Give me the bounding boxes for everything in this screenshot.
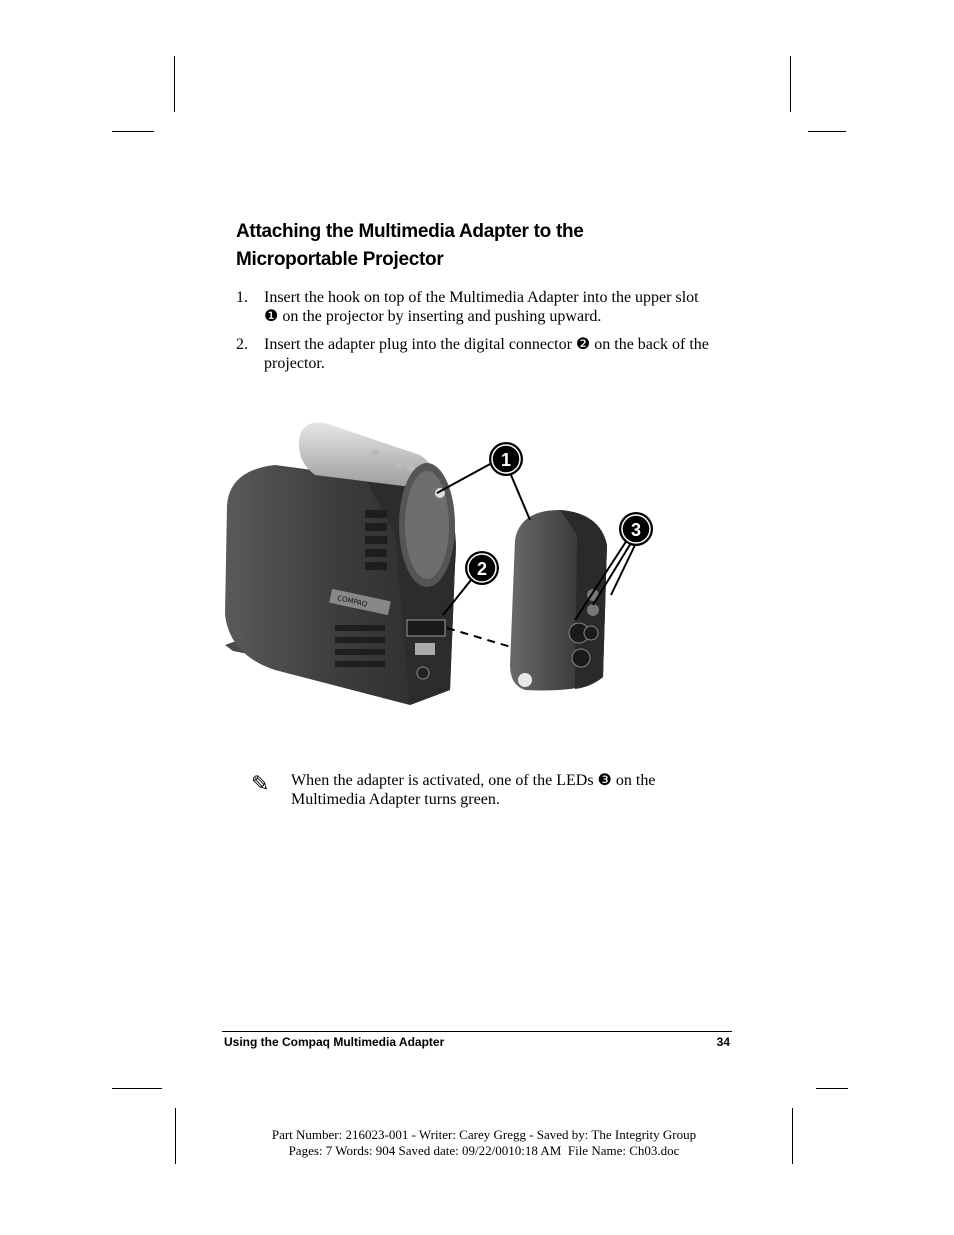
callout-2 <box>465 551 499 585</box>
footer-title: Using the Compaq Multimedia Adapter <box>224 1035 445 1049</box>
pencil-note-icon: ✎ <box>251 772 270 797</box>
step-text-part: on the projector by inserting and pushing upward. <box>278 308 602 325</box>
step-number: 2. <box>236 336 248 353</box>
connection-dashed-line <box>447 628 511 647</box>
step-text-part: Insert the hook on top of the Multimedia Adapter into the upper slot <box>264 289 699 306</box>
document-meta <box>200 1127 768 1159</box>
projector-body <box>225 423 456 706</box>
step-2 <box>236 335 716 373</box>
step-1 <box>236 288 716 326</box>
callout-marker-3: ❸ <box>597 772 612 789</box>
step-text-part: Insert the adapter plug into the digital connector <box>264 336 576 353</box>
callout-3 <box>619 512 653 546</box>
callout-2-label: 2 <box>476 559 488 579</box>
step-text <box>264 335 716 373</box>
step-text <box>264 288 716 326</box>
callout-marker-2: ❷ <box>575 336 591 353</box>
crop-mark-bottom-right-horizontal <box>816 1088 848 1089</box>
crop-mark-top-left-horizontal <box>112 131 154 132</box>
footer-rule <box>222 1031 732 1032</box>
multimedia-adapter <box>510 510 607 690</box>
document-meta-line-1: Part Number: 216023-001 - Writer: Carey Gregg - Saved by: The Integrity Group <box>271 1127 697 1142</box>
page-number: 34 <box>716 1035 730 1049</box>
note-text-part: on the Multimedia Adapter turns green. <box>291 772 656 808</box>
projector-adapter-illustration <box>215 415 665 715</box>
compaq-logo: COMPAQ <box>336 594 368 609</box>
note-text-part: When the adapter is activated, one of the LEDs <box>291 772 598 789</box>
crop-mark-top-left-vertical <box>174 56 175 112</box>
crop-mark-bottom-right-vertical <box>792 1108 793 1164</box>
crop-mark-top-right-vertical <box>790 56 791 112</box>
crop-mark-bottom-left-vertical <box>175 1108 176 1164</box>
document-meta-line-2: Pages: 7 Words: 904 Saved date: 09/22/0010:18 AM File Name: Ch03.doc <box>288 1143 680 1158</box>
note-text <box>291 771 671 809</box>
step-number: 1. <box>236 289 248 306</box>
step-text-part: on the back of the projector. <box>264 336 709 372</box>
section-heading <box>236 218 716 274</box>
callout-marker-1: ❶ <box>264 308 279 325</box>
section-heading-line-1: Attaching the Multimedia Adapter to the <box>236 221 584 242</box>
crop-mark-bottom-left-horizontal <box>112 1088 162 1089</box>
callout-1-label: 1 <box>500 450 512 470</box>
callout-3-label: 3 <box>630 520 642 540</box>
section-heading-line-2: Microportable Projector <box>236 249 444 270</box>
callout-1 <box>489 442 523 476</box>
crop-mark-top-right-horizontal <box>808 131 846 132</box>
